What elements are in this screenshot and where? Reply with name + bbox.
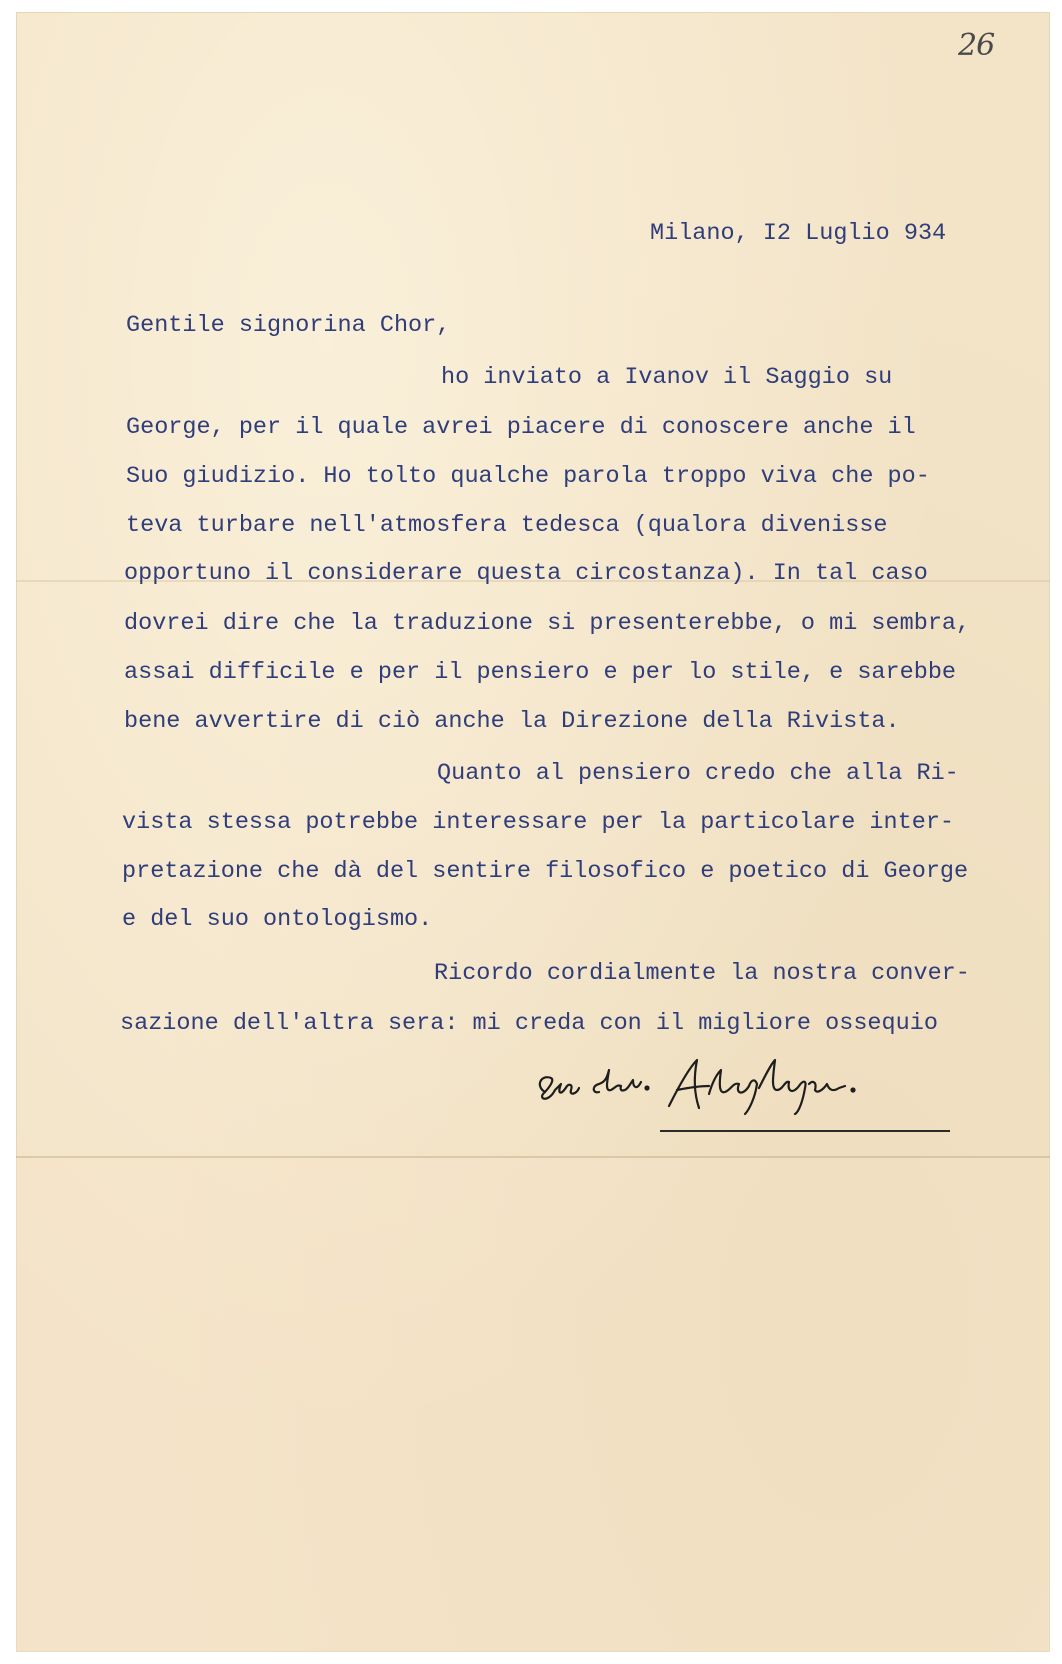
letter-body-line: Suo giudizio. Ho tolto qualche parola troppo viva che po- [126, 463, 930, 490]
letter-date: Milano, I2 Luglio 934 [650, 220, 947, 247]
letter-body-line: Quanto al pensiero credo che alla Ri- [437, 760, 959, 787]
signature-underline [660, 1130, 950, 1132]
paper-lower-panel [16, 1158, 1050, 1652]
letter-salutation: Gentile signorina Chor, [126, 312, 451, 339]
letter-body-line: assai difficile e per il pensiero e per lo stile, e sarebbe [124, 659, 957, 686]
letter-body-line: dovrei dire che la traduzione si presenterebbe, o mi sembra, [124, 610, 971, 637]
letter-body-line: e del suo ontologismo. [122, 906, 433, 933]
paper-fold-crease [16, 1156, 1050, 1158]
letter-body-line: vista stessa potrebbe interessare per la particolare inter- [122, 809, 955, 836]
letter-body-line: opportuno il considerare questa circostanza). In tal caso [124, 560, 928, 587]
letter-body-line: teva turbare nell'atmosfera tedesca (qualora divenisse [126, 512, 888, 539]
letter-body-line: pretazione che dà del sentire filosofico e poetico di George [122, 858, 969, 885]
archive-page-number: 26 [958, 28, 995, 63]
letter-body-line: Ricordo cordialmente la nostra conver- [434, 960, 970, 987]
letter-body-line: ho inviato a Ivanov il Saggio su [441, 364, 893, 391]
letter-body-line: sazione dell'altra sera: mi creda con il migliore ossequio [120, 1010, 938, 1037]
letter-body-line: bene avvertire di ciò anche la Direzione della Rivista. [124, 708, 900, 735]
letter-body-line: George, per il quale avrei piacere di conoscere anche il [126, 414, 916, 441]
handwritten-signature [527, 1050, 887, 1120]
